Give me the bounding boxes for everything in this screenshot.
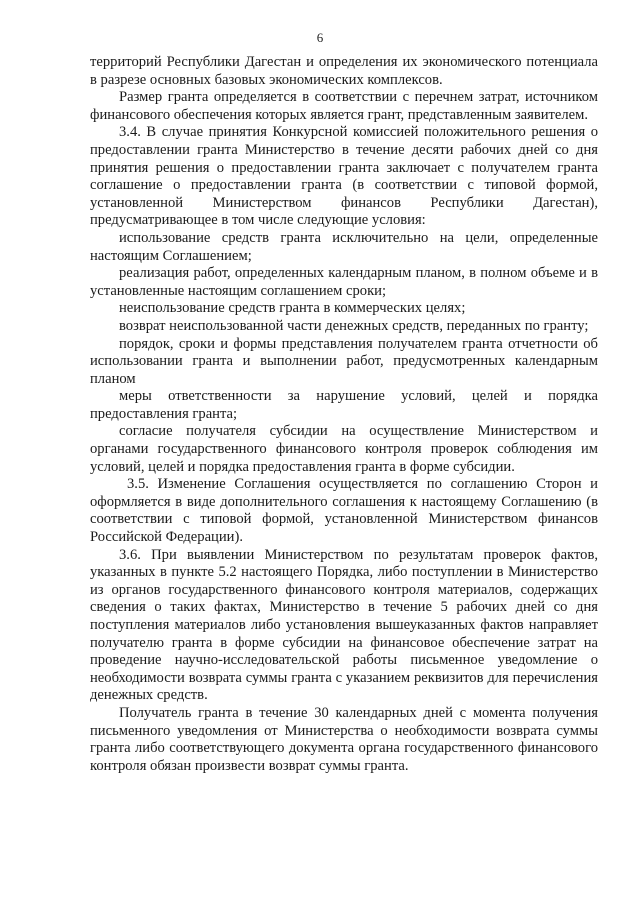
paragraph: порядок, сроки и формы представления получателем гранта отчетности об использовании гранта и выполнении работ, предусмотренных календарным планом bbox=[90, 335, 598, 387]
paragraph: Размер гранта определяется в соответствии с перечнем затрат, источником финансового обеспечения которых является грант, представленным заявителем. bbox=[90, 89, 598, 123]
paragraph: возврат неиспользованной части денежных средств, переданных по гранту; bbox=[119, 317, 589, 334]
page-number: 6 bbox=[316, 30, 324, 45]
paragraph: 3.4. В случае принятия Конкурсной комиссией положительного решения о предоставлении гранта Министерство в течение десяти рабочих дней со дня принятия решения о предоставлении гранта заключает с получателем гранта соглашение о предоставлении гранта (в соответствии с типовой формой, установленной Министерством финансов Республики Дагестан), предусматривающее в том числе следующие условия: bbox=[90, 124, 598, 229]
document-body bbox=[90, 54, 598, 775]
paragraph: территорий Республики Дагестан и определения их экономического потенциала в разрезе основных базовых экономических комплексов. bbox=[90, 54, 598, 88]
paragraph: реализация работ, определенных календарным планом, в полном объеме и в установленные настоящим соглашением сроки; bbox=[90, 265, 598, 299]
paragraph: использование средств гранта исключительно на цели, определенные настоящим Соглашением; bbox=[90, 229, 598, 264]
paragraph: 3.5. Изменение Соглашения осуществляется по соглашению Сторон и оформляется в виде дополнительного соглашения к настоящему Соглашению (в соответствии с типовой формой, установленной Министерством финансов Российской Федерации). bbox=[90, 476, 598, 546]
paragraph: меры ответственности за нарушение условий, целей и порядка предоставления гранта; bbox=[90, 388, 598, 422]
paragraph: согласие получателя субсидии на осуществление Министерством и органами государственного финансового контроля проверок соблюдения им условий, целей и порядка предоставления гранта в форме субсидии. bbox=[90, 423, 598, 475]
paragraph: Получатель гранта в течение 30 календарных дней с момента получения письменного уведомления от Министерства о необходимости возврата суммы гранта либо соответствующего документа органа государственного финансового контроля обязан произвести возврат суммы гранта. bbox=[90, 704, 598, 774]
paragraph: 3.6. При выявлении Министерством по результатам проверок фактов, указанных в пункте 5.2 настоящего Порядка, либо поступлении в Министерство из органов государственного финансового контроля материалов, содержащих сведения о таких фактах, Министерство в течение 5 рабочих дней со дня поступления материалов либо установления вышеуказанных фактов направляет получателю гранта в форме субсидии на финансовое обеспечение затрат на проведение научно-исследовательской работы письменное уведомление о необходимости возврата суммы гранта с указанием реквизитов для перечисления денежных средств. bbox=[90, 546, 598, 704]
paragraph: неиспользование средств гранта в коммерческих целях; bbox=[119, 300, 466, 317]
